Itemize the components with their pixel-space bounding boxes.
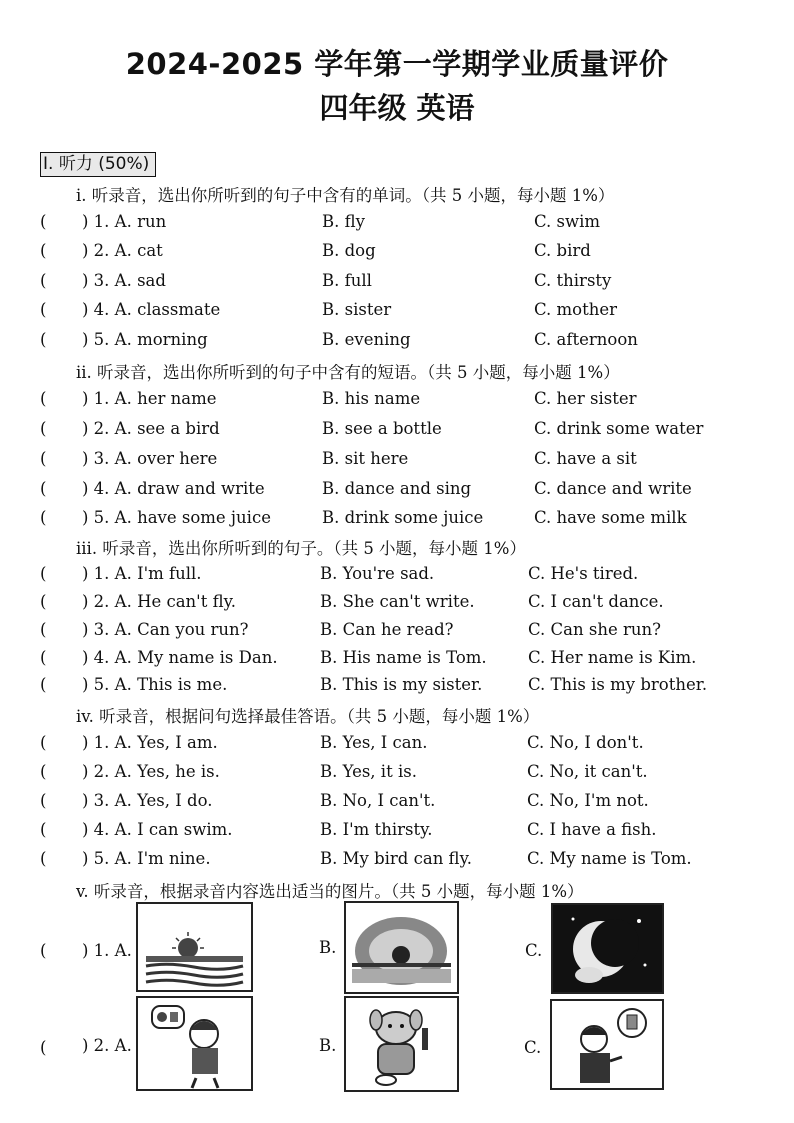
answer-blank[interactable]: ( (40, 941, 47, 960)
option-b: B. I'm thirsty. (320, 820, 433, 839)
option-c: C. He's tired. (528, 564, 639, 583)
question-row (0, 648, 794, 674)
part-i-heading: i. 听录音，选出你所听到的句子中含有的单词。（共 5 小题，每小题 1%） (76, 186, 615, 205)
answer-blank[interactable]: ( (40, 675, 47, 694)
question-row (0, 389, 794, 415)
question-row (0, 330, 794, 356)
option-c: C. No, I don't. (527, 733, 644, 752)
picture-moon-night[interactable] (551, 903, 664, 994)
answer-blank[interactable]: ( (40, 271, 47, 290)
option-a: ) 2. A. cat (82, 241, 163, 260)
answer-blank[interactable]: ( (40, 449, 47, 468)
question-row (0, 762, 794, 788)
answer-blank[interactable]: ( (40, 791, 47, 810)
option-b: B. Can he read? (320, 620, 454, 639)
option-c: C. No, I'm not. (527, 791, 649, 810)
answer-blank[interactable]: ( (40, 849, 47, 868)
option-b: B. dance and sing (322, 479, 472, 498)
option-c: C. her sister (534, 389, 637, 408)
option-b: B. full (322, 271, 372, 290)
option-a-label: ) 2. A. (82, 1036, 132, 1055)
part-iv-heading: iv. 听录音，根据问句选择最佳答语。（共 5 小题，每小题 1%） (76, 707, 540, 726)
boy-drink-icon (552, 1001, 662, 1088)
option-b: B. evening (322, 330, 411, 349)
option-b: B. dog (322, 241, 376, 260)
option-a: ) 5. A. morning (82, 330, 208, 349)
question-row (0, 449, 794, 475)
option-c: C. have a sit (534, 449, 637, 468)
option-b-label: B. (319, 1036, 337, 1055)
answer-blank[interactable]: ( (40, 564, 47, 583)
option-b: B. His name is Tom. (320, 648, 487, 667)
dog-icon (346, 998, 457, 1090)
question-row (0, 592, 794, 618)
option-b: B. see a bottle (322, 419, 442, 438)
option-c: C. thirsty (534, 271, 612, 290)
answer-blank[interactable]: ( (40, 592, 47, 611)
option-a: ) 5. A. have some juice (82, 508, 271, 527)
option-c: C. dance and write (534, 479, 692, 498)
part-iii-heading: iii. 听录音，选出你所听到的句子。（共 5 小题，每小题 1%） (76, 539, 526, 558)
option-b: B. My bird can fly. (320, 849, 472, 868)
option-b: B. his name (322, 389, 421, 408)
question-row (0, 241, 794, 267)
exam-subtitle: 四年级 英语 (319, 91, 475, 125)
picture-dog-thirsty[interactable] (344, 996, 459, 1092)
question-row (0, 271, 794, 297)
answer-blank[interactable]: ( (40, 733, 47, 752)
option-a: ) 5. A. I'm nine. (82, 849, 211, 868)
option-a: ) 4. A. My name is Dan. (82, 648, 278, 667)
answer-blank[interactable]: ( (40, 300, 47, 319)
option-a: ) 4. A. I can swim. (82, 820, 233, 839)
picture-boy-thirsty[interactable] (550, 999, 664, 1090)
option-c: C. My name is Tom. (527, 849, 692, 868)
part-v-heading: v. 听录音，根据录音内容选出适当的图片。（共 5 小题，每小题 1%） (76, 882, 584, 901)
question-row (0, 508, 794, 534)
answer-blank[interactable]: ( (40, 241, 47, 260)
answer-blank[interactable]: ( (40, 648, 47, 667)
question-row (0, 564, 794, 590)
option-c: C. drink some water (534, 419, 704, 438)
option-c: C. Her name is Kim. (528, 648, 697, 667)
option-b: B. sister (322, 300, 392, 319)
question-row (0, 212, 794, 238)
option-a: ) 2. A. Yes, he is. (82, 762, 220, 781)
question-row (0, 791, 794, 817)
sunset-icon (346, 903, 457, 992)
option-b: B. Yes, I can. (320, 733, 428, 752)
question-row (0, 479, 794, 505)
option-c-label: C. (524, 1038, 542, 1057)
option-b: B. You're sad. (320, 564, 435, 583)
girl-hungry-icon (138, 998, 251, 1089)
answer-blank[interactable]: ( (40, 419, 47, 438)
option-c: C. mother (534, 300, 618, 319)
answer-blank[interactable]: ( (40, 762, 47, 781)
option-a: ) 4. A. classmate (82, 300, 221, 319)
answer-blank[interactable]: ( (40, 820, 47, 839)
option-b: B. sit here (322, 449, 409, 468)
answer-blank[interactable]: ( (40, 508, 47, 527)
option-a-label: ) 1. A. (82, 941, 132, 960)
option-a: ) 1. A. Yes, I am. (82, 733, 218, 752)
picture-girl-thinking-food[interactable] (136, 996, 253, 1091)
option-c: C. Can she run? (528, 620, 661, 639)
option-b: B. drink some juice (322, 508, 484, 527)
option-c: C. No, it can't. (527, 762, 648, 781)
moon-icon (553, 905, 662, 992)
option-b: B. No, I can't. (320, 791, 436, 810)
option-c: C. bird (534, 241, 591, 260)
option-a: ) 4. A. draw and write (82, 479, 265, 498)
exam-title: 2024-2025 学年第一学期学业质量评价 (125, 47, 669, 81)
option-c-label: C. (525, 941, 543, 960)
option-a: ) 5. A. This is me. (82, 675, 228, 694)
picture-sunset[interactable] (344, 901, 459, 994)
answer-blank[interactable]: ( (40, 479, 47, 498)
option-b: B. This is my sister. (320, 675, 483, 694)
option-b: B. She can't write. (320, 592, 475, 611)
option-a: ) 3. A. Can you run? (82, 620, 249, 639)
option-a: ) 2. A. He can't fly. (82, 592, 236, 611)
section-listening-label: I. 听力 (50%) (40, 152, 156, 177)
option-a: ) 3. A. over here (82, 449, 218, 468)
option-c: C. afternoon (534, 330, 638, 349)
option-a: ) 3. A. sad (82, 271, 166, 290)
option-c: C. swim (534, 212, 601, 231)
answer-blank[interactable]: ( (40, 620, 47, 639)
question-row (0, 620, 794, 646)
option-a: ) 3. A. Yes, I do. (82, 791, 213, 810)
question-row (0, 300, 794, 326)
sunrise-icon (138, 904, 251, 990)
answer-blank[interactable]: ( (40, 389, 47, 408)
answer-blank[interactable]: ( (40, 1038, 47, 1057)
answer-blank[interactable]: ( (40, 212, 47, 231)
question-row (0, 733, 794, 759)
question-row (0, 419, 794, 445)
picture-sunrise[interactable] (136, 902, 253, 992)
question-row (0, 675, 794, 701)
option-c: C. have some milk (534, 508, 687, 527)
option-a: ) 1. A. run (82, 212, 167, 231)
option-b: B. Yes, it is. (320, 762, 417, 781)
option-c: C. This is my brother. (528, 675, 708, 694)
option-b: B. fly (322, 212, 365, 231)
answer-blank[interactable]: ( (40, 330, 47, 349)
option-a: ) 2. A. see a bird (82, 419, 220, 438)
option-a: ) 1. A. her name (82, 389, 217, 408)
option-b-label: B. (319, 938, 337, 957)
option-c: C. I have a fish. (527, 820, 657, 839)
question-row (0, 820, 794, 846)
question-row (0, 849, 794, 875)
option-c: C. I can't dance. (528, 592, 664, 611)
part-ii-heading: ii. 听录音，选出你所听到的句子中含有的短语。（共 5 小题，每小题 1%） (76, 363, 620, 382)
option-a: ) 1. A. I'm full. (82, 564, 202, 583)
